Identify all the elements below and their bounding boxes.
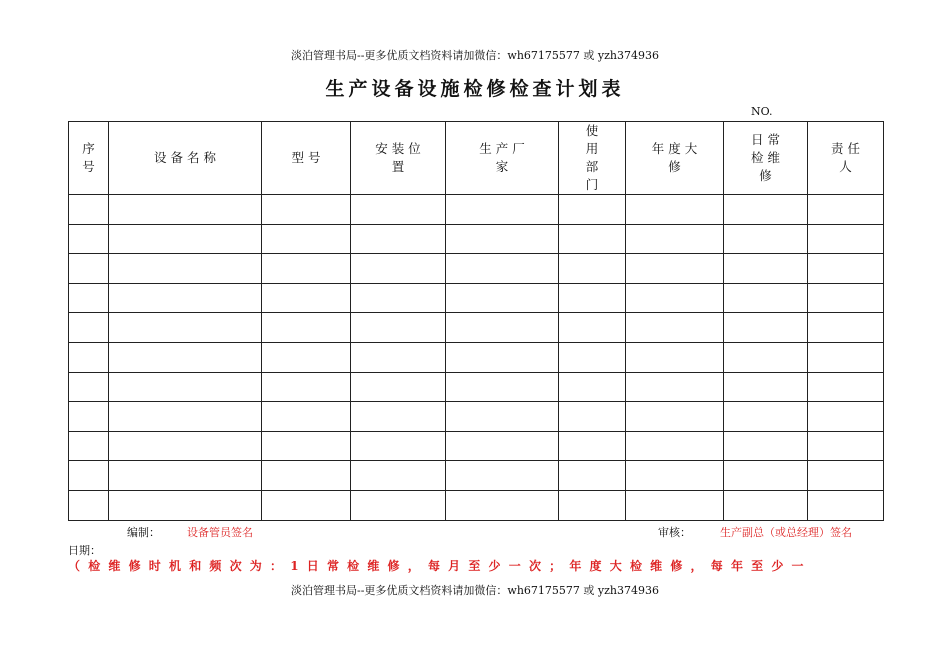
table-cell[interactable] <box>109 283 262 313</box>
table-cell[interactable] <box>808 254 884 284</box>
column-header <box>262 122 351 195</box>
table-cell[interactable] <box>446 461 559 491</box>
column-header <box>808 122 884 195</box>
table-cell[interactable] <box>351 402 446 432</box>
table-cell[interactable] <box>446 431 559 461</box>
table-cell[interactable] <box>724 283 808 313</box>
table-cell[interactable] <box>69 402 109 432</box>
column-header-label: 序 号 <box>82 141 95 174</box>
table-cell[interactable] <box>724 224 808 254</box>
table-cell[interactable] <box>351 254 446 284</box>
table-cell[interactable] <box>262 254 351 284</box>
date-label: 日期： <box>68 544 101 557</box>
table-row <box>69 372 884 402</box>
table-cell[interactable] <box>262 283 351 313</box>
table-cell[interactable] <box>626 372 724 402</box>
table-cell[interactable] <box>69 224 109 254</box>
table-cell[interactable] <box>626 254 724 284</box>
table-cell[interactable] <box>808 461 884 491</box>
table-cell[interactable] <box>724 431 808 461</box>
table-cell[interactable] <box>351 195 446 225</box>
table-cell[interactable] <box>69 461 109 491</box>
table-cell[interactable] <box>808 431 884 461</box>
table-cell[interactable] <box>559 342 626 372</box>
table-cell[interactable] <box>69 313 109 343</box>
editor-signature <box>127 524 253 540</box>
editor-label: 编制： <box>127 526 160 539</box>
table-cell[interactable] <box>808 224 884 254</box>
page-title: 生产设备设施检修检查计划表 <box>325 78 625 100</box>
column-header-label: 安 装 位 置 <box>375 141 421 174</box>
table-cell[interactable] <box>446 342 559 372</box>
table-cell[interactable] <box>109 431 262 461</box>
table-cell[interactable] <box>808 195 884 225</box>
table-row <box>69 254 884 284</box>
table-cell[interactable] <box>351 372 446 402</box>
table-row <box>69 431 884 461</box>
header-watermark-note: 淡泊管理书局--更多优质文档资料请加微信：wh67175577 或 yzh374936 <box>291 49 659 62</box>
table-cell[interactable] <box>69 283 109 313</box>
column-header <box>626 122 724 195</box>
document-number-label: NO. <box>751 105 773 118</box>
table-cell[interactable] <box>109 461 262 491</box>
table-row <box>69 283 884 313</box>
reviewer-signature-value: 生产副总（或总经理）签名 <box>720 526 852 539</box>
footer-watermark-note: 淡泊管理书局--更多优质文档资料请加微信：wh67175577 或 yzh374936 <box>291 584 659 597</box>
column-header-label: 型 号 <box>291 150 321 165</box>
table-cell[interactable] <box>724 461 808 491</box>
table-cell[interactable] <box>69 431 109 461</box>
table-row <box>69 402 884 432</box>
table-cell[interactable] <box>626 313 724 343</box>
table-cell[interactable] <box>446 224 559 254</box>
table-cell[interactable] <box>446 313 559 343</box>
table-cell[interactable] <box>446 402 559 432</box>
column-header <box>446 122 559 195</box>
table-cell[interactable] <box>446 254 559 284</box>
table-cell[interactable] <box>351 461 446 491</box>
reviewer-signature <box>658 524 852 540</box>
table-cell[interactable] <box>351 224 446 254</box>
table-cell[interactable] <box>262 461 351 491</box>
table-cell[interactable] <box>109 195 262 225</box>
table-cell[interactable] <box>262 372 351 402</box>
table-row <box>69 490 884 520</box>
table-cell[interactable] <box>262 195 351 225</box>
table-cell[interactable] <box>109 490 262 520</box>
table-cell[interactable] <box>69 372 109 402</box>
column-header <box>351 122 446 195</box>
table-cell[interactable] <box>262 342 351 372</box>
table-cell[interactable] <box>351 283 446 313</box>
table-cell[interactable] <box>109 372 262 402</box>
table-cell[interactable] <box>262 490 351 520</box>
table-cell[interactable] <box>559 313 626 343</box>
table-cell[interactable] <box>559 431 626 461</box>
table-cell[interactable] <box>559 283 626 313</box>
table-cell[interactable] <box>262 224 351 254</box>
table-cell[interactable] <box>724 372 808 402</box>
table-cell[interactable] <box>559 224 626 254</box>
table-cell[interactable] <box>626 342 724 372</box>
column-header <box>109 122 262 195</box>
table-cell[interactable] <box>109 313 262 343</box>
table-cell[interactable] <box>559 372 626 402</box>
column-header <box>724 122 808 195</box>
column-header <box>559 122 626 195</box>
table-row <box>69 224 884 254</box>
editor-signature-value: 设备管员签名 <box>187 526 253 539</box>
table-cell[interactable] <box>109 224 262 254</box>
table-cell[interactable] <box>626 490 724 520</box>
table-cell[interactable] <box>808 313 884 343</box>
table-cell[interactable] <box>109 254 262 284</box>
table-cell[interactable] <box>559 195 626 225</box>
reviewer-label: 审核： <box>658 526 691 539</box>
table-cell[interactable] <box>446 490 559 520</box>
table-cell[interactable] <box>69 254 109 284</box>
table-cell[interactable] <box>808 283 884 313</box>
table-cell[interactable] <box>559 254 626 284</box>
table-cell[interactable] <box>724 254 808 284</box>
table-cell[interactable] <box>626 224 724 254</box>
column-header-label: 生 产 厂 家 <box>479 141 525 174</box>
table-cell[interactable] <box>109 402 262 432</box>
table-body <box>69 195 884 521</box>
table-cell[interactable] <box>351 313 446 343</box>
column-header-label: 年 度 大 修 <box>651 141 698 174</box>
table-row <box>69 313 884 343</box>
table-row <box>69 195 884 225</box>
table-cell[interactable] <box>446 195 559 225</box>
table-cell[interactable] <box>69 195 109 225</box>
table-cell[interactable] <box>262 313 351 343</box>
table-cell[interactable] <box>724 490 808 520</box>
table-cell[interactable] <box>559 461 626 491</box>
table-row <box>69 342 884 372</box>
maintenance-frequency-note: （检维修时机和频次为：1日常检维修，每月至少一次；年度大检维修，每年至少一 <box>68 559 812 573</box>
table-header-row <box>69 122 884 195</box>
table-cell[interactable] <box>808 372 884 402</box>
table-cell[interactable] <box>351 431 446 461</box>
table-cell[interactable] <box>351 490 446 520</box>
table-cell[interactable] <box>69 342 109 372</box>
table-cell[interactable] <box>446 372 559 402</box>
table-cell[interactable] <box>626 283 724 313</box>
table-cell[interactable] <box>351 342 446 372</box>
table-cell[interactable] <box>262 431 351 461</box>
table-cell[interactable] <box>69 490 109 520</box>
table-cell[interactable] <box>724 195 808 225</box>
column-header-label: 责 任 人 <box>831 141 860 174</box>
table-cell[interactable] <box>724 342 808 372</box>
table-cell[interactable] <box>262 402 351 432</box>
column-header-label: 设 备 名 称 <box>154 150 216 165</box>
column-header-label: 使 用 部 门 <box>585 123 599 192</box>
table-cell[interactable] <box>724 313 808 343</box>
column-header-label: 日 常 检 维 修 <box>751 132 780 183</box>
table-cell[interactable] <box>109 342 262 372</box>
inspection-plan-table <box>68 121 884 521</box>
table-cell[interactable] <box>626 195 724 225</box>
table-row <box>69 461 884 491</box>
table-cell[interactable] <box>559 490 626 520</box>
table-cell[interactable] <box>808 342 884 372</box>
table-cell[interactable] <box>626 402 724 432</box>
table-cell[interactable] <box>626 461 724 491</box>
table-cell[interactable] <box>808 402 884 432</box>
table-cell[interactable] <box>808 490 884 520</box>
table-cell[interactable] <box>626 431 724 461</box>
table-cell[interactable] <box>446 283 559 313</box>
table-cell[interactable] <box>559 402 626 432</box>
table-cell[interactable] <box>724 402 808 432</box>
column-header <box>69 122 109 195</box>
